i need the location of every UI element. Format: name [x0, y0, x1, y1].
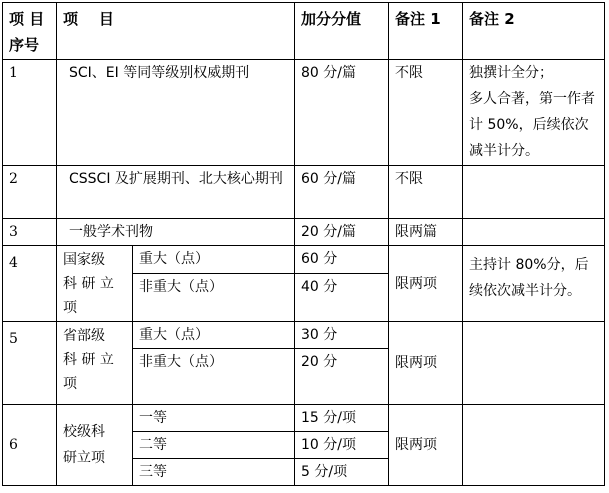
table-row [3, 60, 605, 166]
row-number: 5 [3, 322, 57, 405]
score-value: 30 分 [295, 322, 389, 349]
note2-value: 独撰计全分； 多人合著，第一作者计 50%，后续依次减半计分。 [463, 60, 605, 166]
note2-value [463, 405, 605, 486]
note1-value: 限两项 [389, 405, 463, 486]
level-label: 非重大（点） [133, 274, 295, 322]
score-value: 10 分/项 [295, 432, 389, 459]
note2-value [463, 219, 605, 246]
item-name: SCI、EI 等同等级别权威期刊 [57, 60, 295, 166]
note1-value: 限两篇 [389, 219, 463, 246]
score-value: 60 分 [295, 246, 389, 274]
note1-value: 限两项 [389, 322, 463, 405]
table-row [3, 166, 605, 219]
score-value: 40 分 [295, 274, 389, 322]
header-item: 项 目 [57, 3, 295, 60]
level-label: 重大（点） [133, 322, 295, 349]
note1-value: 不限 [389, 166, 463, 219]
item-name: CSSCI 及扩展期刊、北大核心期刊 [57, 166, 295, 219]
note2-value [463, 166, 605, 219]
table-row [3, 246, 605, 274]
row-number: 6 [3, 405, 57, 486]
table-row [3, 405, 605, 432]
table-row [3, 219, 605, 246]
score-value: 60 分/篇 [295, 166, 389, 219]
header-score: 加分分值 [295, 3, 389, 60]
header-note1: 备注 1 [389, 3, 463, 60]
score-value: 80 分/篇 [295, 60, 389, 166]
level-label: 重大（点） [133, 246, 295, 274]
score-table [2, 2, 605, 486]
score-value: 20 分 [295, 349, 389, 405]
category-label: 国家级 科 研 立 项 [57, 246, 133, 322]
row-number: 2 [3, 166, 57, 219]
note1-value: 不限 [389, 60, 463, 166]
level-label: 非重大（点） [133, 349, 295, 405]
category-label: 省部级 科 研 立 项 [57, 322, 133, 405]
note1-value: 限两项 [389, 246, 463, 322]
row-number: 4 [3, 246, 57, 322]
header-note2: 备注 2 [463, 3, 605, 60]
note2-value: 主持计 80%分，后续依次减半计分。 [463, 246, 605, 322]
note2-value [463, 322, 605, 405]
score-value: 20 分/篇 [295, 219, 389, 246]
table-row [3, 322, 605, 349]
score-value: 15 分/项 [295, 405, 389, 432]
level-label: 三等 [133, 459, 295, 486]
score-value: 5 分/项 [295, 459, 389, 486]
level-label: 一等 [133, 405, 295, 432]
header-row [3, 3, 605, 60]
category-label: 校级科 研立项 [57, 405, 133, 486]
level-label: 二等 [133, 432, 295, 459]
row-number: 1 [3, 60, 57, 166]
header-no: 项 目 序号 [3, 3, 57, 60]
item-name: 一般学术刊物 [57, 219, 295, 246]
row-number: 3 [3, 219, 57, 246]
